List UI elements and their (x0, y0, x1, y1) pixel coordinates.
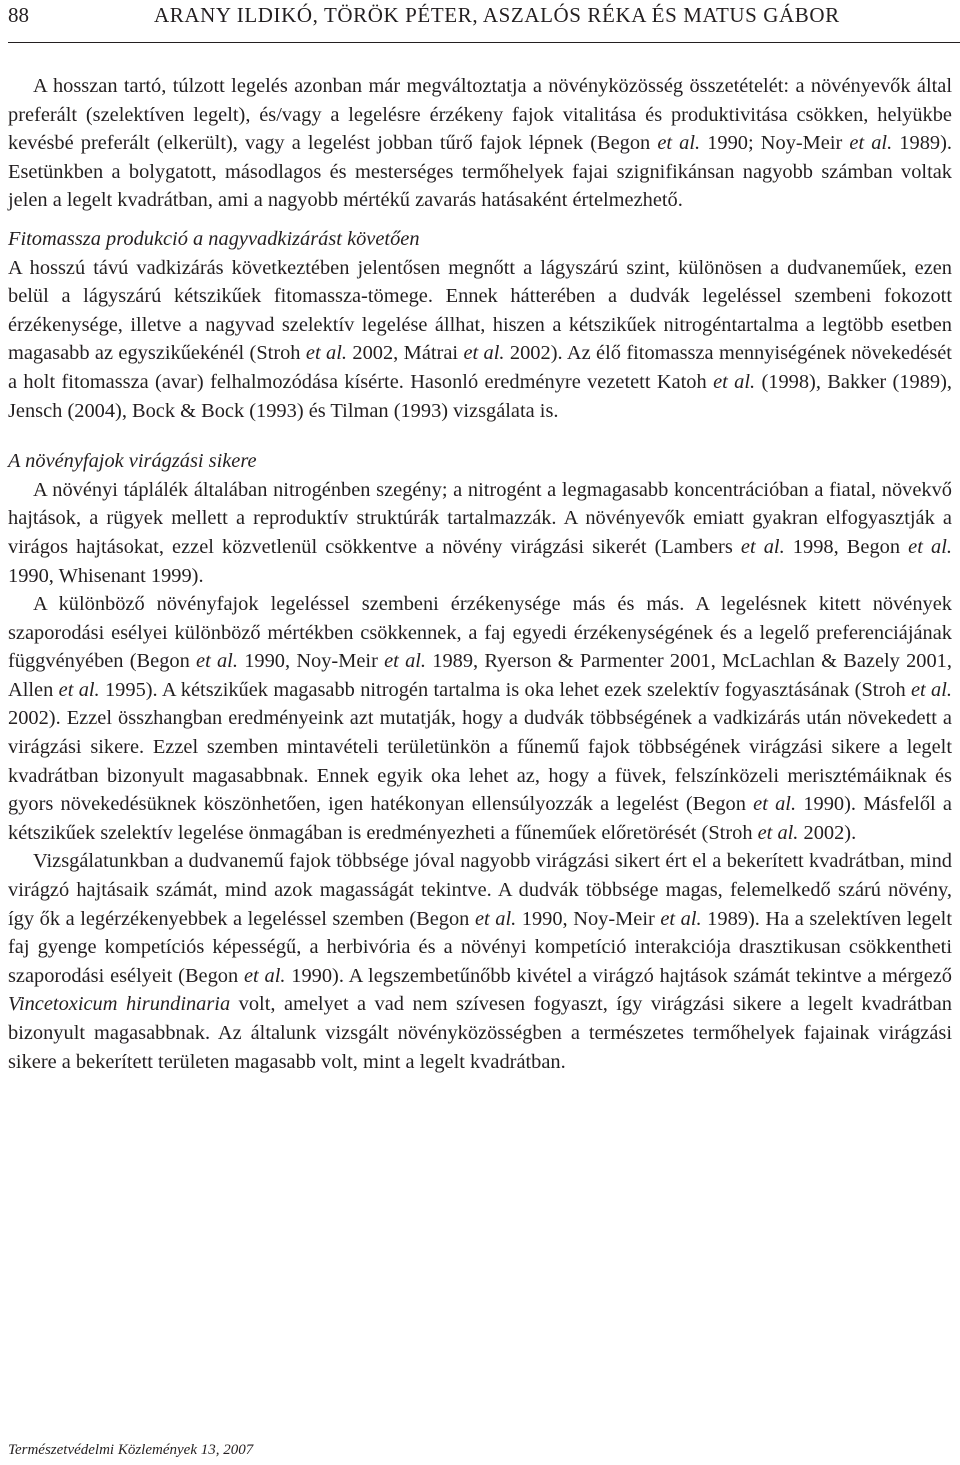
flowering-paragraph-1: A növényi táplálék általában nitrogénben szegény; a nitrogént a legmagasabb koncentrációban a fiatal, növekvő hajtások, a rügyek mellett a reproduktív struktúrák tartalmazzák. A növényevők emiatt gyakran elfogyasztják a virágos hajtásokat, ezzel közvetlenül csökkentve a növény virágzási sikerét (Lambers et al. 1998, Begon et al. 1990, Whisenant 1999). (8, 478, 952, 587)
phytomass-paragraph: A hosszú távú vadkizárás következtében jelentősen megnőtt a lágyszárú szint, különösen a dudvaneműek, ezen belül a lágyszárú kétszikűek fitomassza-tömege. Ennek hátterében a dudvák legeléssel szembeni fokozott érzékenysége, illetve a nagyvad szelektív legelése állhat, hiszen a kétszikűek nitrogéntartalma a legtöbb esetben magasabb az egyszikűekénél (Stroh et al. 2002, Mátrai et al. 2002). Az élő fitomassza mennyiségének növekedését a holt fitomassza (avar) felhalmozódása kísérte. Hasonló eredményre vezetett Katoh et al. (1998), Bakker (1989), Jensch (2004), Bock & Bock (1993) és Tilman (1993) vizsgálata is. (8, 256, 952, 422)
intro-paragraph: A hosszan tartó, túlzott legelés azonban már megváltoztatja a növényközösség összetételét: a növényevők által preferált (szelektíven legelt), és/vagy a legelésre érzékeny fajok vitalitása és produktivitása csökken, helyükbe kevésbé preferált (elkerült), vagy a legelést jobban tűrő fajok lépnek (Begon et al. 1990; Noy-Meir et al. 1989). Esetünkben a bolygatott, másodlagos és mesterséges termőhelyek fajai szignifikánsan nagyobb számban voltak jelen a legelt kvadrátban, ami a nagyobb mértékű zavarás hatásaként értelmezhető. (8, 75, 952, 212)
section-heading-phytomass: Fitomassza produkció a nagyvadkizárást követően (8, 227, 420, 250)
section-heading-flowering: A növényfajok virágzási sikere (8, 450, 257, 473)
species-name: Vincetoxicum hirundinaria (8, 993, 231, 1016)
running-header (8, 0, 948, 30)
running-head-authors: ARANY ILDIKÓ, TÖRÖK PÉTER, ASZALÓS RÉKA ÉS MATUS GÁBOR (154, 3, 840, 27)
flowering-paragraph-3: Vizsgálatunkban a dudvanemű fajok többsége jóval nagyobb virágzási sikert ért el a bekerített kvadrátban, mind virágzó hajtásaik számát, mind azok magasságát tekintve. A dudvák többsége magas, felemelkedő szárú növény, így ők a legérzékenyebbek a legeléssel szemben (Begon et al. 1990, Noy-Meir et al. 1989). Ha a szelektíven legelt faj gyenge kompetíciós képességű, a herbivória és a növényi kompetíció interakciója drasztikusan csökkentheti szaporodási esélyeit (Begon et al. 1990). A legszembetűnőbb kivétel a virágzó hajtások számát tekintve a mérgező Vincetoxicum hirundinaria volt, amelyet a vad nem szívesen fogyaszt, így virágzási sikere a legelt kvadrátban bizonyult magasabbnak. Az általunk vizsgált növényközösségben a természetes termőhelyek fajainak virágzási sikere a bekerített területen magasabb volt, mint a legelt kvadrátban. (8, 850, 952, 1073)
header-divider (8, 42, 960, 43)
journal-footer: Természetvédelmi Közlemények 13, 2007 (8, 1442, 254, 1458)
article-body (8, 72, 952, 1076)
flowering-paragraph-2: A különböző növényfajok legeléssel szembeni érzékenysége más és más. A legelésnek kitett növények szaporodási esélyei különböző mértékben csökkennek, a faj egyedi érzékenységének és a legelő preferenciájának függvényében (Begon et al. 1990, Noy-Meir et al. 1989, Ryerson & Parmenter 2001, McLachlan & Bazely 2001, Allen et al. 1995). A kétszikűek magasabb nitrogén tartalma is oka lehet ezek szelektív fogyasztásának (Stroh et al. 2002). Ezzel összhangban eredményeink azt mutatják, hogy a dudvák többségének a vadkizárás után növekedett a virágzási sikere. Ezzel szemben mintavételi területünkön a fűnemű fajok többségének virágzási sikere a legelt kvadrátban bizonyult magasabbnak. Ennek egyik oka lehet az, hogy a füvek, felszínközeli merisztémáiknak és gyors növekedésüknek köszönhetően, igen hatékonyan ellensúlyozzák a legelést (Begon et al. 1990). Másfelől a kétszikűek szelektív legelése önmagában is eredményezheti a fűneműek előretörését (Stroh et al. 2002). (8, 593, 952, 844)
page-number: 88 (8, 3, 29, 27)
